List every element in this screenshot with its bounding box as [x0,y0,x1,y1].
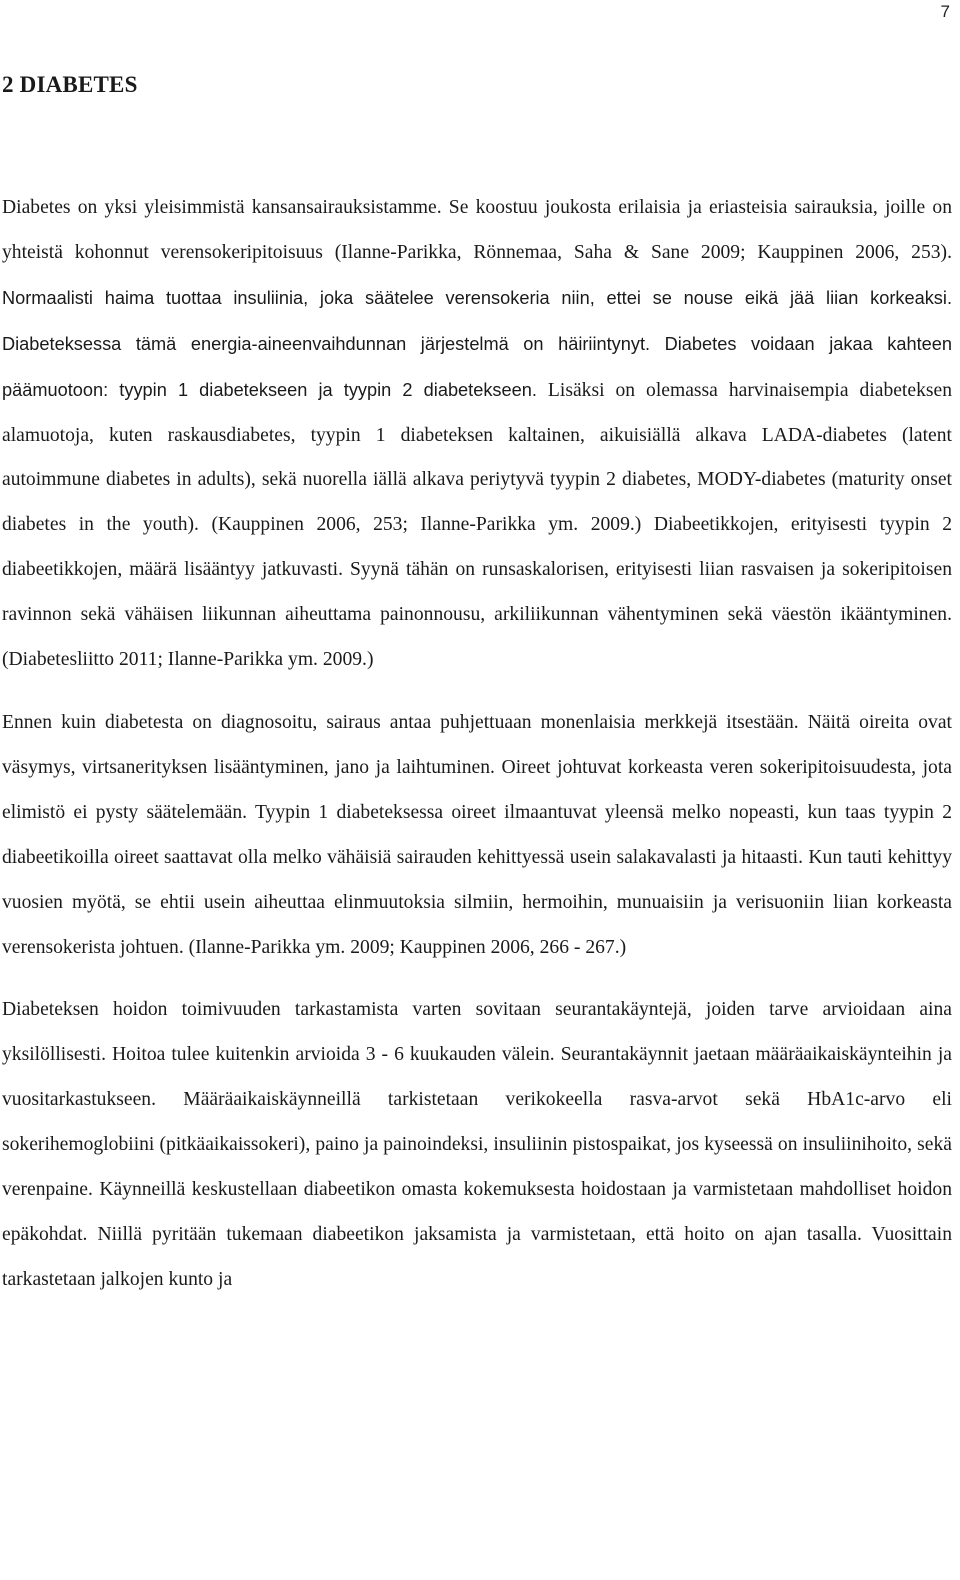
paragraph-followup: Diabeteksen hoidon toimivuuden tarkastamista varten sovitaan seurantakäyntejä, joiden tarve arvioidaan aina yksilöllisesti. Hoitoa tulee kuitenkin arvioida 3 - 6 kuukauden välein. Seurantakäynnit jaetaan määräaikaiskäynteihin ja vuositarkastukseen. Määräaikaiskäynneillä tarkistetaan verikokeella rasva-arvot sekä HbA1c-arvo eli sokerihemoglobiini (pitkäaikaissokeri), paino ja painoindeksi, insuliinin pistospaikat, jos kyseessä on insuliinihoito, sekä verenpaine. Käynneillä keskustellaan diabeetikon omasta kokemuksesta hoidostaan ja varmistetaan mahdolliset hoidon epäkohdat. Niillä pyritään tukemaan diabeetikon jaksamista ja varmistetaan, että hoito on ajan tasalla. Vuosittain tarkastetaan jalkojen kunto ja [2,999,952,1290]
paragraph-symptoms: Ennen kuin diabetesta on diagnosoitu, sairaus antaa puhjettuaan monenlaisia merkkejä itsestään. Näitä oireita ovat väsymys, virtsanerityksen lisääntyminen, jano ja laihtuminen. Oireet johtuvat korkeasta veren sokeripitoisuudesta, jota elimistö ei pysty säätelemään. Tyypin 1 diabeteksessa oireet ilmaantuvat yleensä melko nopeasti, kun taas tyypin 2 diabeetikoilla oireet saattavat olla melko vähäisiä sairauden kehittyessä usein salakavalasti ja hitaasti. Kun tauti kehittyy vuosien myötä, se ehtii usein aiheuttaa elinmuutoksia silmiin, hermoihin, munuaisiin ja verisuoniin liian korkeasta verensokerista johtuen. (Ilanne-Parikka ym. 2009; Kauppinen 2006, 266 - 267.) [2,711,952,958]
chapter-heading: 2 DIABETES [2,72,138,97]
paragraph-intro-part1: Diabetes on yksi yleisimmistä kansansairauksistamme. Se koostuu joukosta erilaisia ja eriasteisia sairauksia, joille on yhteistä kohonnut verensokeripitoisuus (Ilanne-Parikka, Rönnemaa, Saha & Sane 2009; Kauppinen 2006, 253). [2,197,952,263]
paragraph-intro [2,186,952,683]
page-number: 7 [940,2,950,21]
paragraph-intro-part3: Lisäksi on olemassa harvinaisempia diabeteksen alamuotoja, kuten raskausdiabetes, tyypin 1 diabeteksen kaltainen, aikuisiällä alkava LADA-diabetes (latent autoimmune diabetes in adults), sekä nuorella iällä alkava periytyvä tyypin 2 diabetes, MODY-diabetes (maturity onset diabetes in the youth). (Kauppinen 2006, 253; Ilanne-Parikka ym. 2009.) Diabeetikkojen, erityisesti tyypin 2 diabeetikkojen, määrä lisääntyy jatkuvasti. Syynä tähän on runsaskalorisen, erityisesti liian rasvaisen ja sokeripitoisen ravinnon sekä vähäisen liikunnan aiheuttama painonnousu, arkiliikunnan vähentyminen sekä väestön ikääntyminen. (Diabetesliitto 2011; Ilanne-Parikka ym. 2009.) [2,379,952,671]
document-body [2,186,952,1303]
paragraph-intro-part2: Normaalisti haima tuottaa insuliinia, joka säätelee verensokeria niin, ettei se nouse eikä jää liian korkeaksi. Diabeteksessa tämä energia-aineenvaihdunnan järjestelmä on häiriintynyt. Diabetes voidaan jakaa kahteen päämuotoon: tyypin 1 diabetekseen ja tyypin 2 diabetekseen. [2,287,952,400]
